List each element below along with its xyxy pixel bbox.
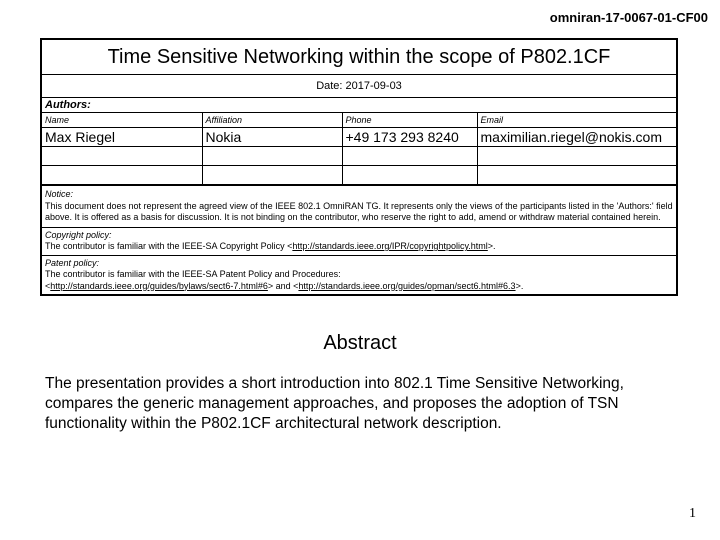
bylaws-link[interactable]: http://standards.ieee.org/guides/bylaws/sect6-7.html#6: [50, 280, 268, 291]
notice-heading: Notice:: [45, 189, 74, 199]
author-name: Max Riegel: [42, 128, 202, 147]
authors-label: Authors:: [42, 98, 676, 113]
notice-block: [42, 185, 676, 227]
abstract-heading: Abstract: [323, 332, 397, 354]
patent-heading: Patent policy:: [45, 257, 100, 268]
document-id: omniran-17-0067-01-CF00: [549, 10, 708, 25]
authors-table: [42, 113, 676, 185]
authors-header-row: [42, 113, 676, 128]
document-date: Date: 2017-09-03: [42, 75, 676, 98]
copyright-block: [42, 227, 676, 255]
author-affiliation: Nokia: [202, 128, 342, 147]
abstract-text: The presentation provides a short introduction into 802.1 Time Sensitive Networking, compares the generic management approaches, and proposes the adoption of TSN functionality within the P802.1CF architectural network description.: [45, 375, 624, 432]
author-email: maximilian.riegel@nokis.com: [477, 128, 676, 147]
copyright-text: The contributor is familiar with the IEEE-SA Copyright Policy <http://standards.ieee.org/IPR/copyrightpolicy.html>.: [45, 241, 496, 251]
opman-link[interactable]: http://standards.ieee.org/guides/opman/sect6.html#6.3: [298, 280, 516, 291]
patent-text: The contributor is familiar with the IEEE-SA Patent Policy and Procedures:: [45, 269, 341, 279]
patent-links: <http://standards.ieee.org/guides/bylaws/sect6-7.html#6> and <http://standards.ieee.org/guides/opman/sect6.html#6.3>.: [45, 280, 524, 291]
column-header-email: Email: [477, 113, 676, 128]
cover-table: [40, 38, 678, 296]
author-phone: +49 173 293 8240: [342, 128, 477, 147]
empty-author-row: [42, 166, 676, 185]
author-row: [42, 128, 676, 147]
column-header-name: Name: [42, 113, 202, 128]
copyright-policy-link[interactable]: http://standards.ieee.org/IPR/copyrightpolicy.html: [292, 241, 488, 251]
column-header-affiliation: Affiliation: [202, 113, 342, 128]
copyright-heading: Copyright policy:: [45, 229, 112, 240]
document-title: Time Sensitive Networking within the scope of P802.1CF: [42, 40, 676, 75]
page-number: 1: [689, 506, 696, 521]
notice-text: This document does not represent the agreed view of the IEEE 802.1 OmniRAN TG. It represents only the views of the participants listed in the 'Authors:' field above. It is offered as a basis for discussion. It is not binding on the contributor, who reserve the right to add, amend or withdraw material contained herein.: [45, 200, 673, 222]
empty-author-row: [42, 147, 676, 166]
column-header-phone: Phone: [342, 113, 477, 128]
patent-block: [42, 255, 676, 295]
